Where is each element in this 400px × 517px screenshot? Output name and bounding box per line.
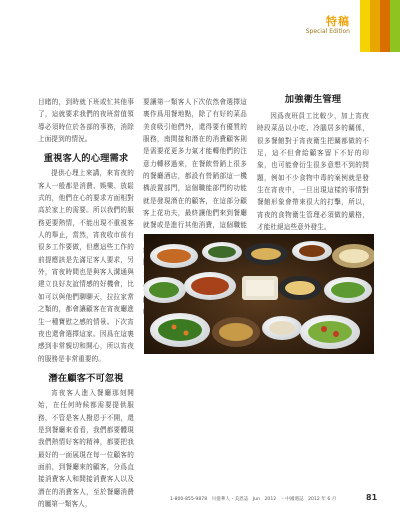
footer-publication: 川億華人・美恩誌 <box>211 497 249 502</box>
footer-date: 2012 年 6 月 <box>308 497 337 502</box>
color-stripes <box>360 0 400 52</box>
section-heading: 潛在顧客不可忽視 <box>48 372 124 384</box>
section-tag-en: Special Edition <box>305 28 350 35</box>
stripe-3 <box>380 0 390 52</box>
footer-publication-2: ・中國週誌 <box>280 497 304 502</box>
stripe-4 <box>390 0 400 52</box>
page-number: 81 <box>366 493 378 502</box>
footer-phone: 1-800-855-9878 <box>170 497 208 502</box>
section-tag <box>306 16 350 35</box>
section-heading: 重視客人的心理需求 <box>43 153 129 165</box>
page-footer <box>170 496 370 504</box>
paragraph: 因爲夜班員工比較少，加上宵夜時段菜品以小吃、冷腦居多的關係，很多餐館對于宵夜衛生把關都做的不足，這不但會給顧客留下不好的印象，也可能會衍生很多意想不到的問題，例如不少食物中毒的案例就是發生在宵夜中，一旦出現這樣的事情對餐館形象會帶來很大的打擊，所以，宵夜的食物衛生管理必須做的嚴格，才能杜絕這些意外發生。 <box>257 112 369 232</box>
section-tag-cn: 特稿 <box>326 15 350 28</box>
paragraph: 目睹的，到時就下班或忙其他事了，這就要求我們的夜班當值領導必須時位於各部的事務，消除上面提到的情況。 <box>38 98 134 144</box>
paragraph: 提供心理上來講，來宵夜的客人一般都是消費、娛樂、放鬆式的，他們在心的要求方面相對高於家上的需要。所以我們的服務更要熱情，不能出現不重視客人的舉止，當然，宵夜收市前有很多工作要做，但應這些工作的前提應該是先滿足客人要求，另外，宵夜時間也是與客人溝通與建立良好友誼情感的好機會，比如可以與他們聊聊天，拉拉家常之類的，都會讓顧客在宵夜廳進生一種寶慰之感的情景。下次宵夜也還會選擇這家。因爲在這裏感到非常親切和開心，所以宵夜的服務是非常重要的。 <box>38 169 134 363</box>
dishes-photo <box>144 234 374 354</box>
section-heading: 加強衛生管理 <box>284 94 342 105</box>
footer-month: Jun <box>252 497 261 502</box>
footer-year: 2012 <box>264 497 277 502</box>
stripe-1 <box>360 0 370 52</box>
paragraph: 宵夜客人進入餐廳那刻開始，在任何時候都需要提供服務，不管是客人撥恩于不開，還是到餐廳來看看，我們都要體現我們熱情好客的精神，都要把我最好的一面展現在每一位顧客的面前，到餐廳來的顧客，分爲直接消費客人和間接消費客人以及潛在的消費客人，至於餐廳消費的屬第一類客人， <box>38 388 134 508</box>
dishes-photo-illustration <box>144 234 374 354</box>
stripe-2 <box>370 0 380 52</box>
paragraph: 要讓第一類客人下次依然會選擇這裏作爲用餐地點，除了有好的菜品美食吸引他們外，還得要有優質的服務，南間接和潛在的消費顧客則是需要花更多力氣才能轉他們的注意力轉移過來，在餐飲營銷上很多的餐廳酒店，都設有營銷部這一機構設置部門，這個職能部門的功能就是發現潛在的顧客，在這部分顧客上花功夫，最終讓他們來到餐廳就餐或是進行其他消費，這個職能 <box>143 98 247 230</box>
article-column-1 <box>38 96 134 510</box>
